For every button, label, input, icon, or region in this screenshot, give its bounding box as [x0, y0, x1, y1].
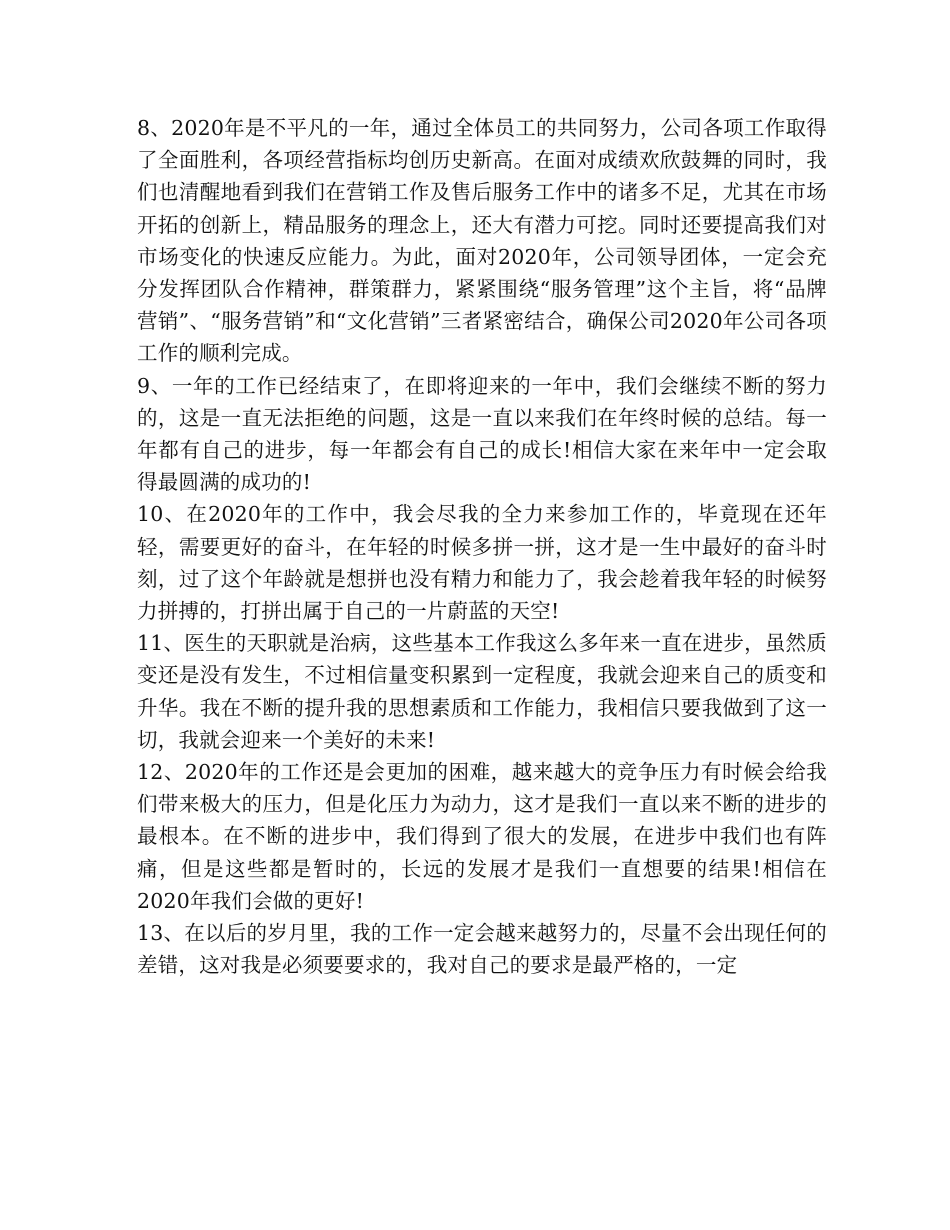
paragraph-13: 13、在以后的岁月里，我的工作一定会越来越努力的，尽量不会出现任何的差错，这对我是必须要要求的，我对自己的要求是最严格的，一定 — [137, 921, 827, 978]
paragraph-10: 10、在2020年的工作中，我会尽我的全力来参加工作的，毕竟现在还年轻，需要更好的奋斗，在年轻的时候多拼一拼，这才是一生中最好的奋斗时刻，过了这个年龄就是想拼也没有精力和能力了，我会趁着我年轻的时候努力拼搏的，打拼出属于自己的一片蔚蓝的天空! — [137, 502, 827, 624]
paragraph-8: 8、2020年是不平凡的一年，通过全体员工的共同努力，公司各项工作取得了全面胜利，各项经营指标均创历史新高。在面对成绩欢欣鼓舞的同时，我们也清醒地看到我们在营销工作及售后服务工作中的诸多不足，尤其在市场开拓的创新上，精品服务的理念上，还大有潜力可挖。同时还要提高我们对市场变化的快速反应能力。为此，面对2020年，公司领导团体，一定会充分发挥团队合作精神，群策群力，紧紧围绕“服务管理”这个主旨，将“品牌营销”、“服务营销”和“文化营销”三者紧密结合，确保公司2020年公司各项工作的顺利完成。 — [137, 116, 827, 366]
paragraph-9: 9、一年的工作已经结束了，在即将迎来的一年中，我们会继续不断的努力的，这是一直无法拒绝的问题，这是一直以来我们在年终时候的总结。每一年都有自己的进步，每一年都会有自己的成长!相信大家在来年中一定会取得最圆满的成功的! — [137, 373, 827, 495]
paragraph-12: 12、2020年的工作还是会更加的困难，越来越大的竞争压力有时候会给我们带来极大的压力，但是化压力为动力，这才是我们一直以来不断的进步的最根本。在不断的进步中，我们得到了很大的发展，在进步中我们也有阵痛，但是这些都是暂时的，长远的发展才是我们一直想要的结果!相信在2020年我们会做的更好! — [137, 760, 827, 913]
paragraph-11: 11、医生的天职就是治病，这些基本工作我这么多年来一直在进步，虽然质变还是没有发生，不过相信量变积累到一定程度，我就会迎来自己的质变和升华。我在不断的提升我的思想素质和工作能力，我相信只要我做到了这一切，我就会迎来一个美好的未来! — [137, 631, 827, 752]
document-body — [137, 112, 827, 981]
